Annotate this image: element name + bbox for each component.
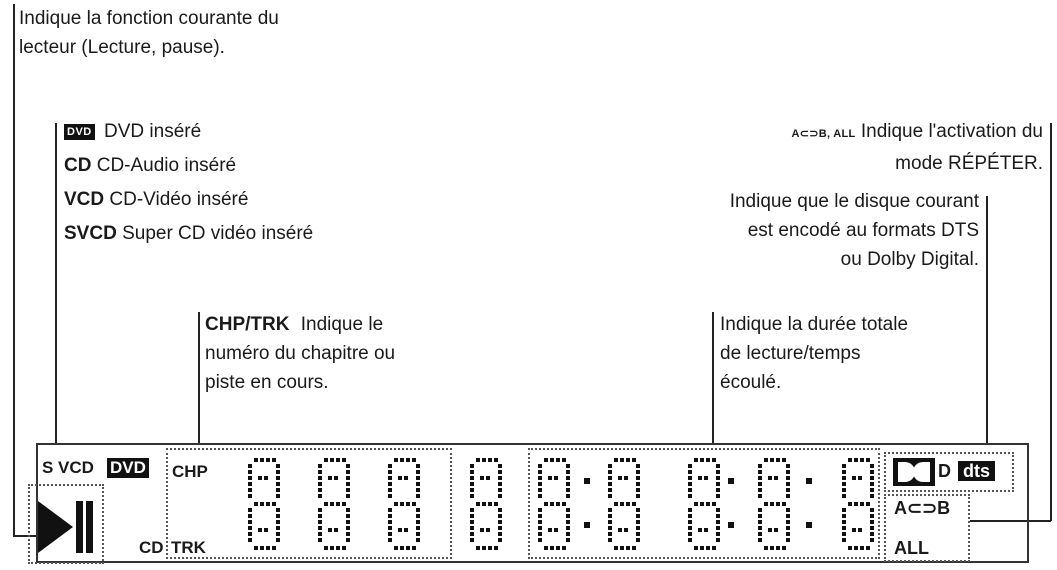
vcd-label: VCD — [64, 189, 105, 210]
function-annotation-line1: Indique la fonction courante du — [19, 8, 279, 29]
chp-annotation-line3: piste en cours. — [205, 372, 329, 393]
ab-repeat-indicator: A⊂⊃B — [894, 498, 951, 518]
time-annotation-line1: Indique la durée totale — [720, 314, 909, 335]
repeat-annotation-line1: Indique l'activation du — [860, 121, 1043, 142]
chp-annotation-line1: Indique le — [300, 314, 384, 335]
repeat-annotation-line2: mode RÉPÉTER. — [895, 153, 1043, 174]
cd-label: CD — [64, 155, 92, 176]
s-vcd-indicator: S VCD — [42, 458, 94, 477]
cd-annotation-text: CD-Audio inséré — [96, 155, 237, 176]
dts-annotation-line1: Indique que le disque courant — [729, 191, 979, 212]
chp-annotation-line2: numéro du chapitre ou — [205, 343, 396, 364]
svcd-annotation-text: Super CD vidéo inséré — [122, 223, 314, 244]
dts-annotation-line2: est encodé au formats DTS — [747, 220, 979, 241]
repeat-icon: A⊂⊃B, ALL — [791, 128, 856, 140]
dolby-double-d-icon — [893, 458, 935, 486]
dvd-indicator: DVD — [107, 458, 149, 478]
all-repeat-indicator: ALL — [894, 538, 929, 558]
dts-annotation-line3: ou Dolby Digital. — [840, 249, 979, 270]
dolby-d-indicator: D — [938, 461, 951, 481]
function-annotation-line2: lecteur (Lecture, pause). — [19, 37, 225, 58]
play-pause-icon — [38, 501, 93, 553]
dvd-icon: DVD — [64, 124, 95, 140]
chp-indicator: CHP — [172, 462, 208, 481]
dts-indicator: dts — [958, 461, 995, 481]
chp-trk-label: CHP/TRK — [205, 314, 290, 335]
time-annotation-line3: écoulé. — [720, 372, 782, 393]
vcd-annotation-text: CD-Vidéo inséré — [109, 189, 249, 210]
dvd-annotation-text: DVD inséré — [104, 121, 202, 142]
svcd-label: SVCD — [64, 223, 117, 244]
seven-segment-digits — [248, 458, 874, 550]
time-annotation-line2: de lecture/temps — [720, 343, 861, 364]
trk-indicator: TRK — [171, 538, 206, 557]
cd-indicator: CD — [139, 538, 164, 557]
